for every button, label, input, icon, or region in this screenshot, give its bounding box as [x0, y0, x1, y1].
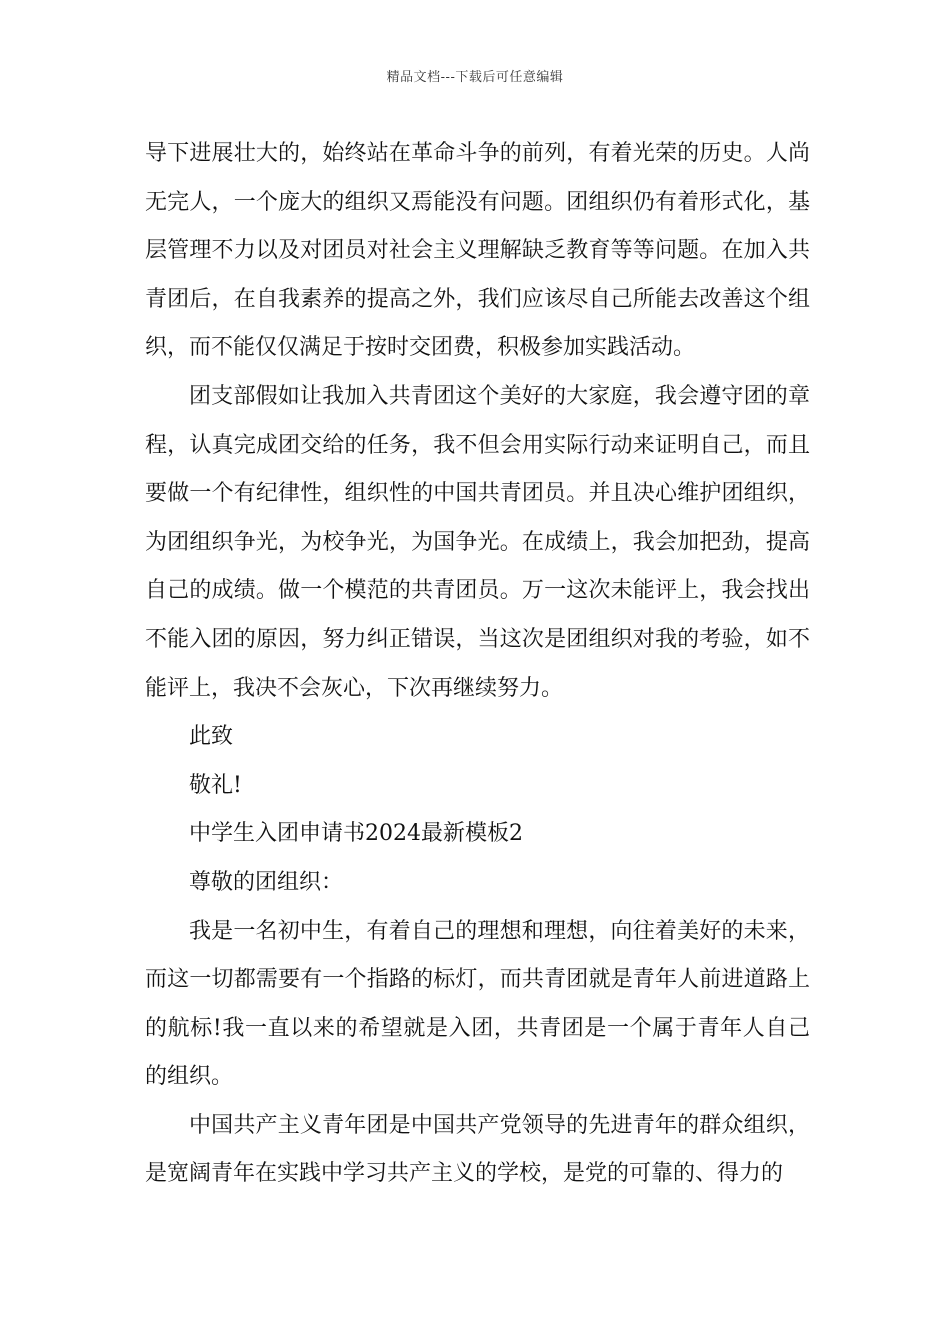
closing-salutation: 此致: [189, 724, 234, 750]
page-header: 精品文档---下载后可任意编辑: [386, 70, 564, 85]
paragraph-continuation: 导下进展壮大的，始终站在革命斗争的前列，有着光荣的历史。人尚无完人，一个庞大的组织又焉能没有问题。团组织仍有着形式化，基层管理不力以及对团员对社会主义理解缺乏教育等等问题。在加入共青团后，在自我素养的提高之外，我们应该尽自己所能去改善这个组织，而不能仅仅满足于按时交团费，积极参加实践活动。: [145, 141, 810, 361]
document-body: [145, 130, 810, 1199]
paragraph-league-description: 中国共产主义青年团是中国共产党领导的先进青年的群众组织，是宽阔青年在实践中学习共产主义的学校，是党的可靠的、得力的: [145, 1112, 810, 1187]
paragraph-intro: 我是一名初中生，有着自己的理想和理想，向往着美好的未来，而这一切都需要有一个指路的标灯，而共青团就是青年人前进道路上的航标!我一直以来的希望就是入团，共青团是一个属于青年人自己的组织。: [145, 918, 810, 1090]
paragraph-commitment: 团支部假如让我加入共青团这个美好的大家庭，我会遵守团的章程，认真完成团交给的任务，我不但会用实际行动来证明自己，而且要做一个有纪律性，组织性的中国共青团员。并且决心维护团组织，为团组织争光，为校争光，为国争光。在成绩上，我会加把劲，提高自己的成绩。做一个模范的共青团员。万一这次未能评上，我会找出不能入团的原因，努力纠正错误，当这次是团组织对我的考验，如不能评上，我决不会灰心，下次再继续努力。: [145, 383, 810, 701]
closing-regards: 敬礼!: [189, 772, 242, 798]
greeting: 尊敬的团组织：: [189, 869, 344, 895]
section-title: 中学生入团申请书2024最新模板2: [189, 821, 523, 847]
